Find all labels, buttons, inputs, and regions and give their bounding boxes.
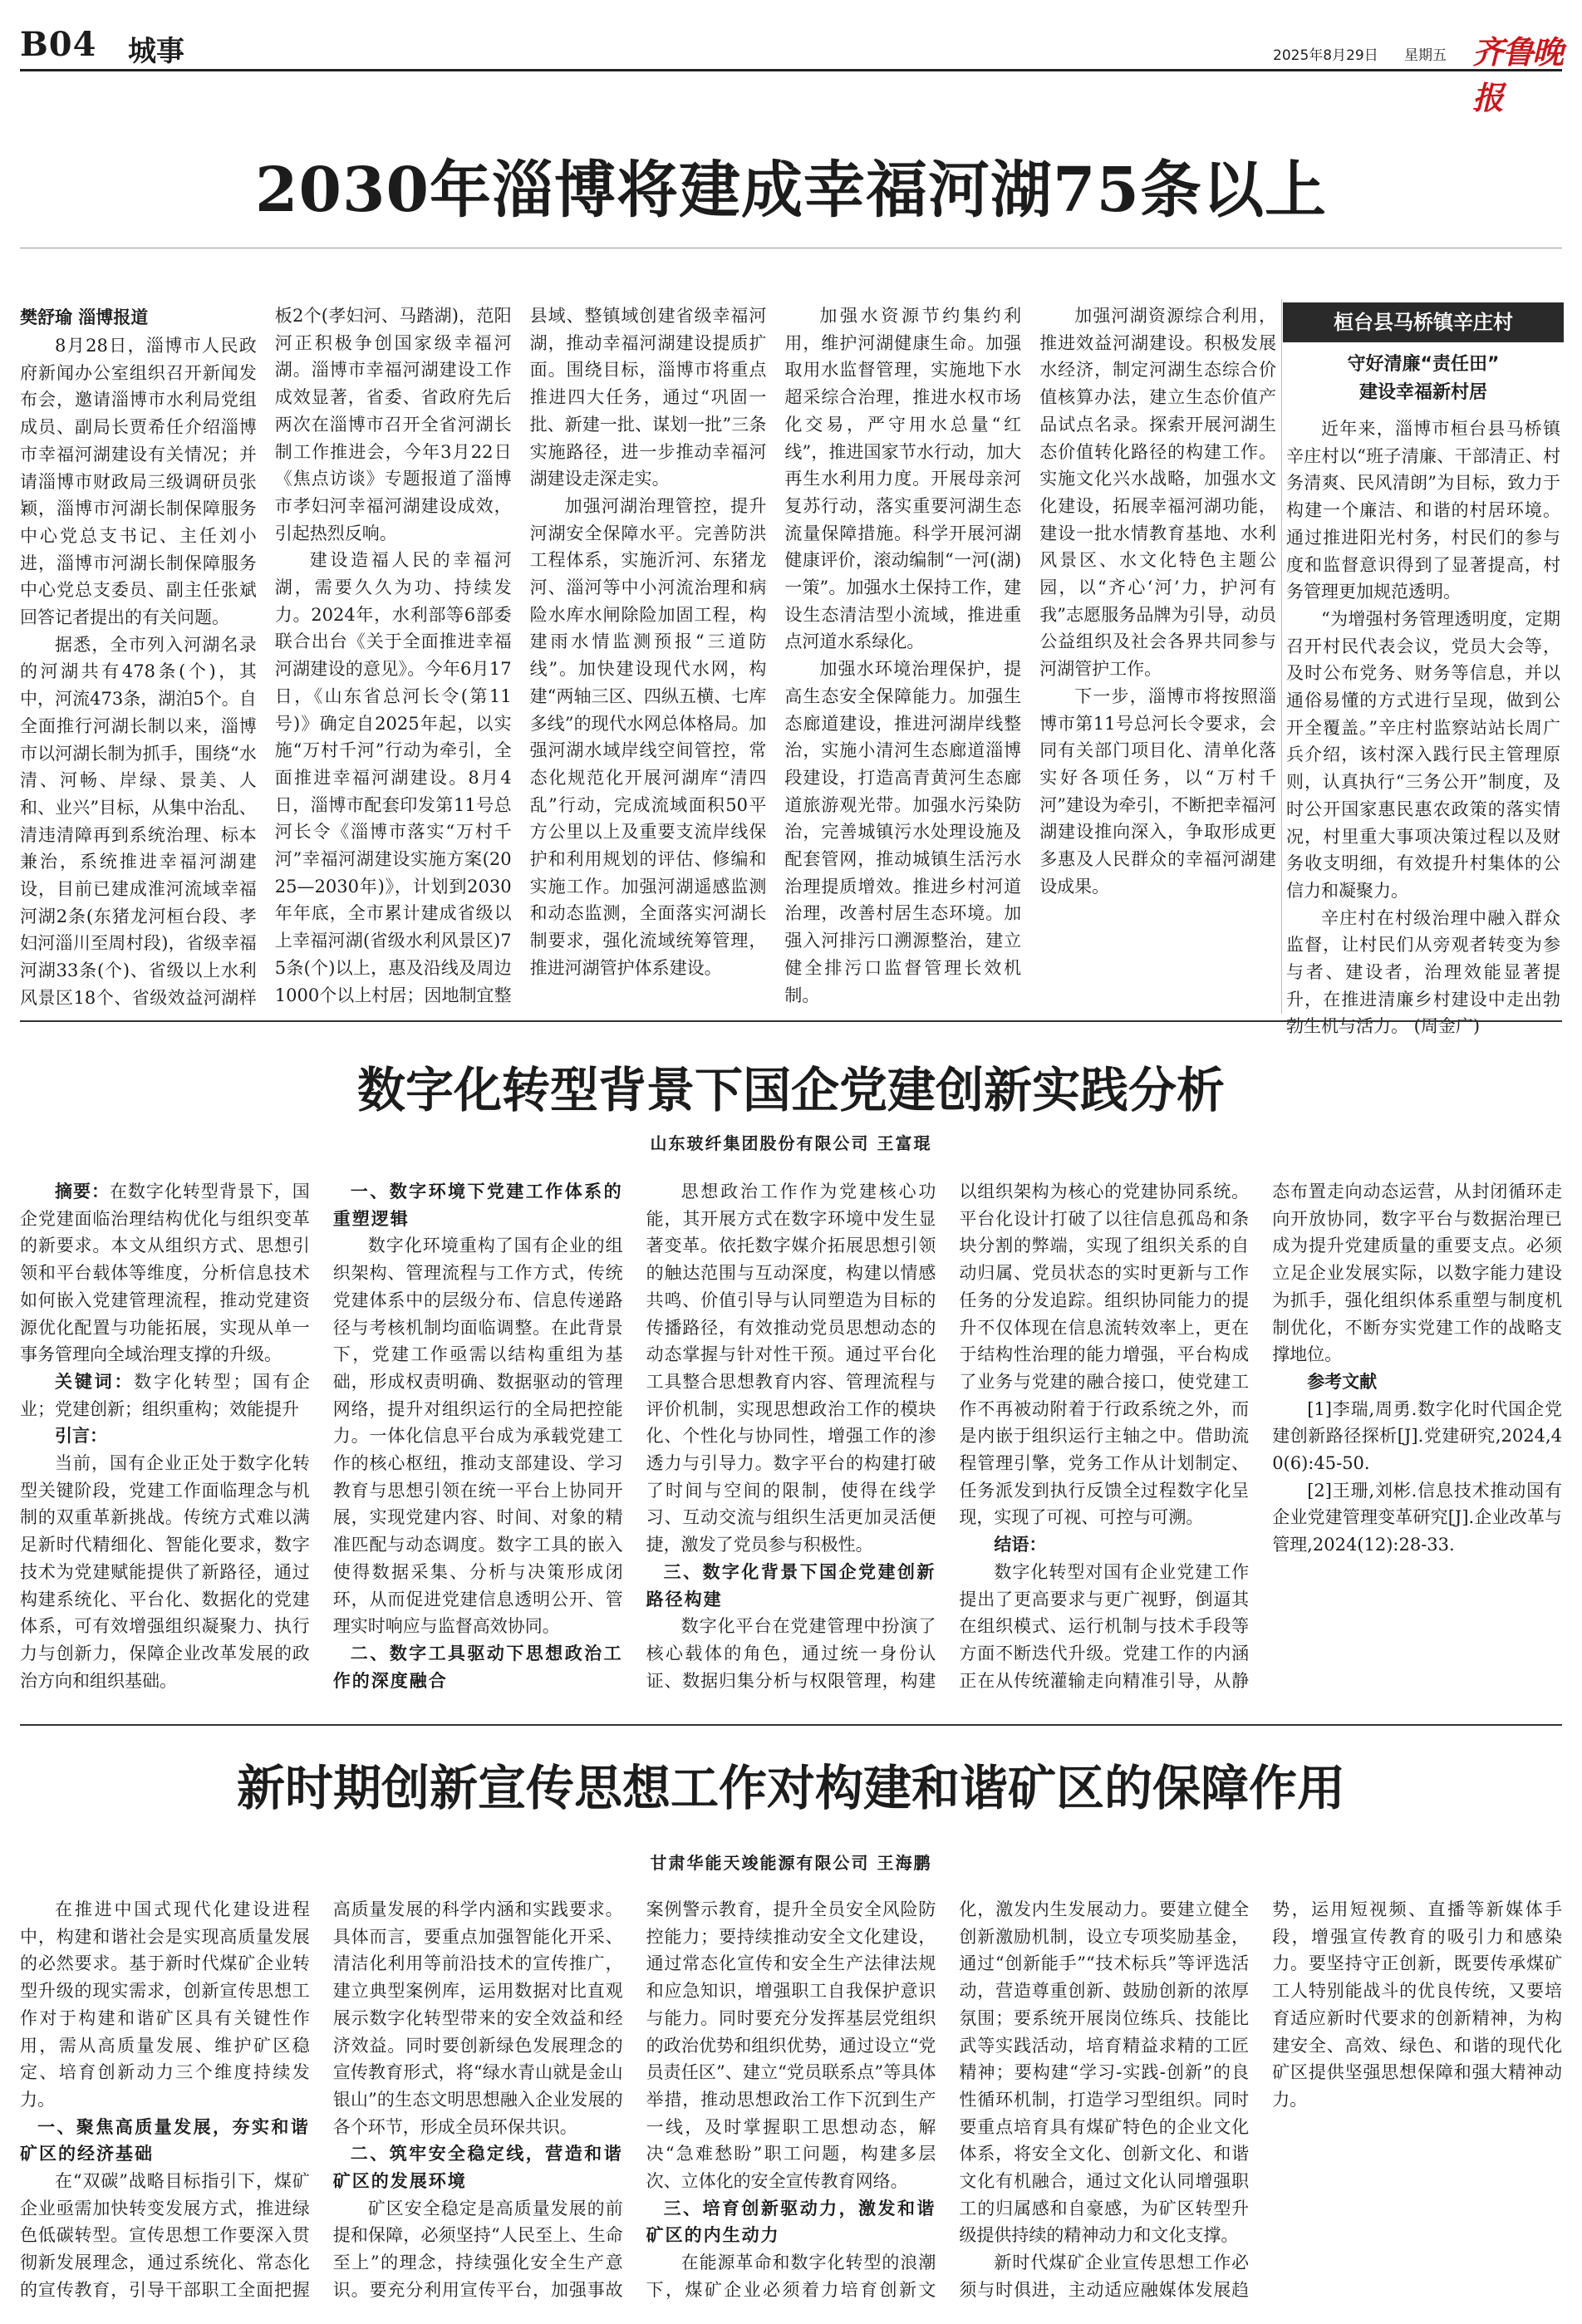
article1-paragraph: 加强河湖治理管控，提升河湖安全保障水平。完善防洪工程体系，实施沂河、东猪龙河、淄河等中小河流治理和病险水库水闸除险加固工程，构建雨水情监测预报“三道防线”。加快建设现代水网，构建“两轴三区、四纵五横、七库多线”的现代水网总体格局。加强河湖水域岸线空间管控，常态化规范化开展河湖库“清四乱”行动，完成流域面积50平方公里以上及重要支流岸线保护和利用规划的评估、修编和实施工作。加强河湖遥感监测和动态监测，全面落实河湖长制要求，强化流域统筹管理，推进河湖管护体系建设。 [529,495,767,978]
article3-paragraph: 在“双碳”战略目标指引下，煤矿企业亟需加快转变发展方式，推进绿色低碳转型。宣传思想工作要深入贯彻新发展理念，通过系统化、常态化的宣传教育，引导干部职工全面把握高质量发展的科学内涵和实践要求。具体而言，要重点加强智能化开采、清洁化利用等前沿技术的宣传推广，建立典型案例库，运用数据对比直观展示数字化转型带来的安全效益和经济效益。同时要创新绿色发展理念的宣传教育形式，将“绿水青山就是金山银山”的生态文明思想融入企业发展的各个环节，形成全员环保共识。 [20,1899,623,2300]
article3-paragraph: 在能源革命和数字化转型的浪潮下，煤矿企业必须着力培育创新文化，激发内生发展动力。要建立健全创新激励机制，设立专项奖励基金，通过“创新能手”“技术标兵”等评选活动，营造尊重创新、鼓励创新的浓厚氛围；要系统开展岗位练兵、技能比武等实践活动，培育精益求精的工匠精神；要构建“学习-实践-创新”的良性循环机制，打造学习型组织。同时要重点培育具有煤矿特色的企业文化体系，将安全文化、创新文化、和谐文化有机融合，通过文化认同增强职工的归属感和自豪感，为矿区转型升级提供持续的精神动力和文化支撑。 [646,1899,1250,2300]
article2-paragraph: 思想政治工作作为党建核心功能，其开展方式在数字环境中发生显著变革。依托数字媒介拓展思想引领的触达范围与互动深度，构建以情感共鸣、价值引导与认同塑造为目标的传播路径，有效推动党员思想动态的动态掌握与针对性干预。通过平台化工具整合思想教育内容、管理流程与评价机制，实现思想政治工作的模块化、个性化与协同性，增强工作的渗透力与引导力。数字平台的构建打破了时间与空间的限制，使得在线学习、互动交流与组织生活更加灵活便捷，激发了党员参与积极性。 [646,1182,936,1555]
abstract-label: 摘要： [55,1181,110,1201]
issue-weekday: 星期五 [1404,47,1447,64]
divider [20,1020,1562,1022]
sidebar-story [1286,302,1560,1037]
page-number: B04 [20,25,97,64]
sidebar-title: 桓台县马桥镇辛庄村 [1283,302,1564,342]
sidebar-subtitle [1286,351,1560,407]
article2-paragraph: 数字化环境重构了国有企业的组织架构、管理流程与工作方式，传统党建体系中的层级分布、信息传递路径与考核机制均面临调整。在此背景下，党建工作亟需以结构重组为基础，形成权责明确、数据驱动的管理网络，提升对组织运行的全局把控能力。一体化信息平台成为承载党建工作的核心枢纽，推动支部建设、学习教育与思想引领在统一平台上协同开展，实现党建内容、时间、对象的精准匹配与动态调度。数字工具的嵌入使得数据采集、分析与决策形成闭环，从而促进党建信息透明公开、管理实时响应与监督高效协同。 [332,1236,623,1637]
sidebar-paragraph: 辛庄村在村级治理中融入群众监督，让村民们从旁观者转变为参与者、建设者，治理效能显著提升，在推进清廉乡村建设中走出勃勃生机与活力。 (周金广) [1286,907,1560,1037]
article1-paragraph: 建设造福人民的幸福河湖，需要久久为功、持续发力。2024年，水利部等6部委联合出台《关于全面推进幸福河湖建设的意见》。今年6月17日，《山东省总河长令(第11号)》确定自2025年起，以实施“万村千河”行动为牵引，全面推进幸福河湖建设。8月4日，淄博市配套印发第11号总河长令《淄博市落实“万村千河”幸福河湖建设实施方案(2025—2030年)》，计划到2030年年底，全市累计建成省级以上幸福河湖(省级水利风景区)75条(个)以上，惠及沿线及周边1000个以上村居；因地制宜整县域、整镇域创建省级幸福河湖，推动幸福河湖建设提质扩面。围绕目标，淄博市将重点推进四大任务，通过“巩固一批、新建一批、谋划一批”三条实施路径，进一步推动幸福河湖建设走深走实。 [274,306,767,1005]
conclusion-label: 结语： [994,1534,1047,1555]
reference-item: [2]王珊,刘彬.信息技术推动国有企业党建管理变革研究[J].企业改革与管理,2024(12):28-33. [1272,1480,1562,1555]
divider [20,1724,1562,1726]
article1-paragraph: 加强河湖资源综合利用，推进效益河湖建设。积极发展水经济，制定河湖生态综合价值核算办法，建立生态价值产品试点名录。探索开展河湖生态价值转化路径的构建工作。实施文化兴水战略，加强水文化建设，拓展幸福河湖功能，建设一批水情教育基地、水利风景区、水文化特色主题公园，以“齐心‘河’力，护河有我”志愿服务品牌为引导，动员公益组织及社会各界共同参与河湖管护工作。 [1039,306,1276,680]
sidebar-paragraph: “为增强村务管理透明度，定期召开村民代表会议，党员大会等，及时公布党务、财务等信息，并以通俗易懂的方式进行呈现，做到公开全覆盖。”辛庄村监察站站长周广兵介绍，该村深入践行民主管理原则，认真执行“三务公开”制度，及时公开国家惠民惠农政策的落实情况，村里重大事项决策过程以及财务收支明细，有效提升村集体的公信力和凝聚力。 [1286,608,1560,901]
section-heading: 一、数字环境下党建工作体系的重塑逻辑 [332,1181,623,1229]
issue-date: 2025年8月29日 [1273,47,1378,64]
article3-paragraph: 在推进中国式现代化建设进程中，构建和谐社会是实现高质量发展的必然要求。基于新时代煤矿企业转型升级的现实需求，创新宣传思想工作对于构建和谐矿区具有关键性作用，需从高质量发展、维护矿区稳定、培育创新动力三个维度持续发力。 [20,1899,310,2110]
article3-body [20,1896,1562,2312]
sidebar-paragraph: 近年来，淄博市桓台县马桥镇辛庄村以“班子清廉、干部清正、村务清爽、民风清朗”为目标，致力于构建一个廉洁、和谐的村居环境。通过推进阳光村务，村民们的参与度和监督意识得到了显著提高，村务管理更加规范透明。 [1286,419,1560,602]
article3-headline: 新时期创新宣传思想工作对构建和谐矿区的保障作用 [236,1760,1345,1816]
section-name: 城事 [128,35,184,68]
references-label: 参考文献 [1307,1370,1378,1392]
article3-paragraph: 新时代煤矿企业宣传思想工作必须与时俱进，主动适应融媒体发展趋势，运用短视频、直播等新媒体手段，增强宣传教育的吸引力和感染力。要坚持守正创新，既要传承煤矿工人特别能战斗的优良传统，又要培育适应新时代要求的创新精神，为构建安全、高效、绿色、和谐的现代化矿区提供坚强思想保障和强大精神动力。 [959,1899,1562,2300]
section-heading: 二、筑牢安全稳定线，营造和谐矿区的发展环境 [332,2143,623,2192]
intro-text: 当前，国有企业正处于数字化转型关键阶段，党建工作面临理念与机制的双重革新挑战。传统方式难以满足新时代精细化、智能化要求，数字技术为党建赋能提供了新路径，通过构建系统化、平台化、数据化的党建体系，可有效增强组织凝聚力、执行力与创新力，保障企业改革发展的政治方向和组织基础。 [20,1453,310,1691]
article2-body [20,1178,1562,1710]
newspaper-logo: 齐鲁晚报 [1472,33,1563,116]
page-header [20,25,1563,116]
keywords-text: 数字化转型；国有企业；党建创新；组织重构；效能提升 [20,1371,310,1419]
article2-paragraph: 数字化平台在党建管理中扮演了核心载体的角色，通过统一身份认证、数据归集分析与权限管理，构建以组织架构为核心的党建协同系统。平台化设计打破了以往信息孤岛和条块分割的弊端，实现了组织关系的自动归属、党员状态的实时更新与工作任务的分发追踪。组织协同能力的提升不仅体现在信息流转效率上，更在于结构性治理的能力增强，平台构成了业务与党建的融合接口，使党建工作不再被动附着于行政系统之外，而是内嵌于组织运行主轴之中。借助流程管理引擎，党务工作从计划制定、任务派发到执行反馈全过程数字化呈现，实现了可视、可控与可溯。 [646,1182,1250,1691]
article3-author: 甘肃华能天竣能源有限公司 王海鹏 [650,1853,932,1873]
keywords-label: 关键词： [55,1370,135,1392]
article1-byline: 樊舒瑜 淄博报道 [20,307,149,327]
article1-headline: 2030年淄博将建成幸福河湖75条以上 [255,155,1327,226]
article2-headline: 数字化转型背景下国企党建创新实践分析 [356,1062,1225,1118]
section-heading: 二、数字工具驱动下思想政治工作的深度融合 [332,1642,623,1691]
intro-label: 引言： [55,1425,107,1447]
sidebar-subtitle-line: 建设幸福新村居 [1358,382,1487,403]
article2-author: 山东玻纤集团股份有限公司 王富琨 [650,1133,932,1153]
article3-paragraph: 矿区安全稳定是高质量发展的前提和保障，必须坚持“人民至上、生命至上”的理念，持续强化安全生产意识。要充分利用宣传平台，加强事故案例警示教育，提升全员安全风险防控能力；要持续推动安全文化建设，通过常态化宣传和安全生产法律法规和应急知识，增强职工自我保护意识与能力。同时要充分发挥基层党组织的政治优势和组织优势，通过设立“党员责任区”、建立“党员联系点”等具体举措，推动思想政治工作下沉到生产一线，及时掌握职工思想动态，解决“急难愁盼”职工问题，构建多层次、立体化的安全宣传教育网络。 [332,1899,936,2300]
article1-paragraph: 加强水环境治理保护，提高生态安全保障能力。加强生态廊道建设，推进河湖岸线整治，实施小清河生态廊道淄博段建设，打造高青黄河生态廊道旅游观光带。加强水污染防治，完善城镇污水处理设施及配套管网，推动城镇生活污水治理提质增效。推进乡村河道治理，改善村居生态环境。加强入河排污口溯源整治，建立健全排污口监督管理长效机制。 [784,659,1022,1005]
sidebar-subtitle-line: 守好清廉“责任田” [1347,354,1500,375]
article1-paragraph: 8月28日，淄博市人民政府新闻办公室组织召开新闻发布会，邀请淄博市水利局党组成员、副局长贾希任介绍淄博市幸福河湖建设有关情况；并请淄博市财政局三级调研员张颖，淄博市河湖长制保障服务中心党总支书记、主任刘小进，淄博市河湖长制保障服务中心党总支委员、副主任张斌回答记者提出的有关问题。 [20,336,257,628]
section-heading: 三、培育创新驱动力，激发和谐矿区的内生动力 [646,2197,936,2246]
reference-item: [1]李瑞,周勇.数字化时代国企党建创新路径探析[J].党建研究,2024,40(6):45-50. [1272,1398,1562,1474]
abstract-text: 在数字化转型背景下，国企党建面临治理结构优化与组织变革的新要求。本文从组织方式、思想引领和平台载体等维度，分析信息技术如何嵌入党建管理流程，推动党建资源优化配置与功能拓展，实现从单一事务管理向全域治理支撑的升级。 [20,1182,310,1365]
section-heading: 三、数字化背景下国企党建创新路径构建 [646,1560,936,1609]
article1-paragraph: 下一步，淄博市将按照淄博市第11号总河长令要求，会同有关部门项目化、清单化落实好各项任务，以“万村千河”建设为牵引，不断把幸福河湖建设推向深入，争取形成更多惠及人民群众的幸福河湖建设成果。 [1039,685,1276,897]
article2-paragraph: 数字化转型对国有企业党建工作提出了更高要求与更广视野，倒逼其在组织模式、运行机制与技术手段等方面不断迭代升级。党建工作的内涵正在从传统灌输走向精准引导，从静态布置走向动态运营，从封闭循环走向开放协同，数字平台与数据治理已成为提升党建质量的重要支点。必须立足企业发展实际，以数字能力建设为抓手，强化组织体系重塑与制度机制优化，不断夯实党建工作的战略支撑地位。 [959,1182,1562,1691]
column-divider [1281,299,1282,1014]
section-heading: 一、聚焦高质量发展，夯实和谐矿区的经济基础 [20,2115,310,2164]
article1-paragraph: 加强水资源节约集约利用，维护河湖健康生命。加强取用水监督管理，实施地下水超采综合治理，推进水权市场化交易，严守用水总量“红线”，推进国家节水行动，加大再生水利用力度。开展母亲河复苏行动，落实重要河湖生态流量保障措施。科学开展河湖健康评价，滚动编制“一河(湖)一策”。加强水土保持工作，建设生态清洁型小流域，推进重点河道水系绿化。 [784,306,1022,652]
article1-paragraph: 据悉，全市列入河湖名录的河湖共有478条(个)，其中，河流473条，湖泊5个。自全面推行河湖长制以来，淄博市以河湖长制为抓手，围绕“水清、河畅、岸绿、景美、人和、业兴”目标，从集中治乱、清违清障再到系统治理、标本兼治，系统推进幸福河湖建设，目前已建成淮河流域幸福河湖2条(东猪龙河桓台段、孝妇河淄川至周村段)，省级幸福河湖33条(个)、省级以上水利风景区18个、省级效益河湖样板2个(孝妇河、马踏湖)，范阳河正积极争创国家级幸福河湖。淄博市幸福河湖建设工作成效显著，省委、省政府先后两次在淄博市召开全省河湖长制工作推进会，今年3月22日《焦点访谈》专题报道了淄博市孝妇河幸福河湖建设成效，引起热烈反响。 [20,306,512,1008]
article1-body [20,302,1276,1013]
